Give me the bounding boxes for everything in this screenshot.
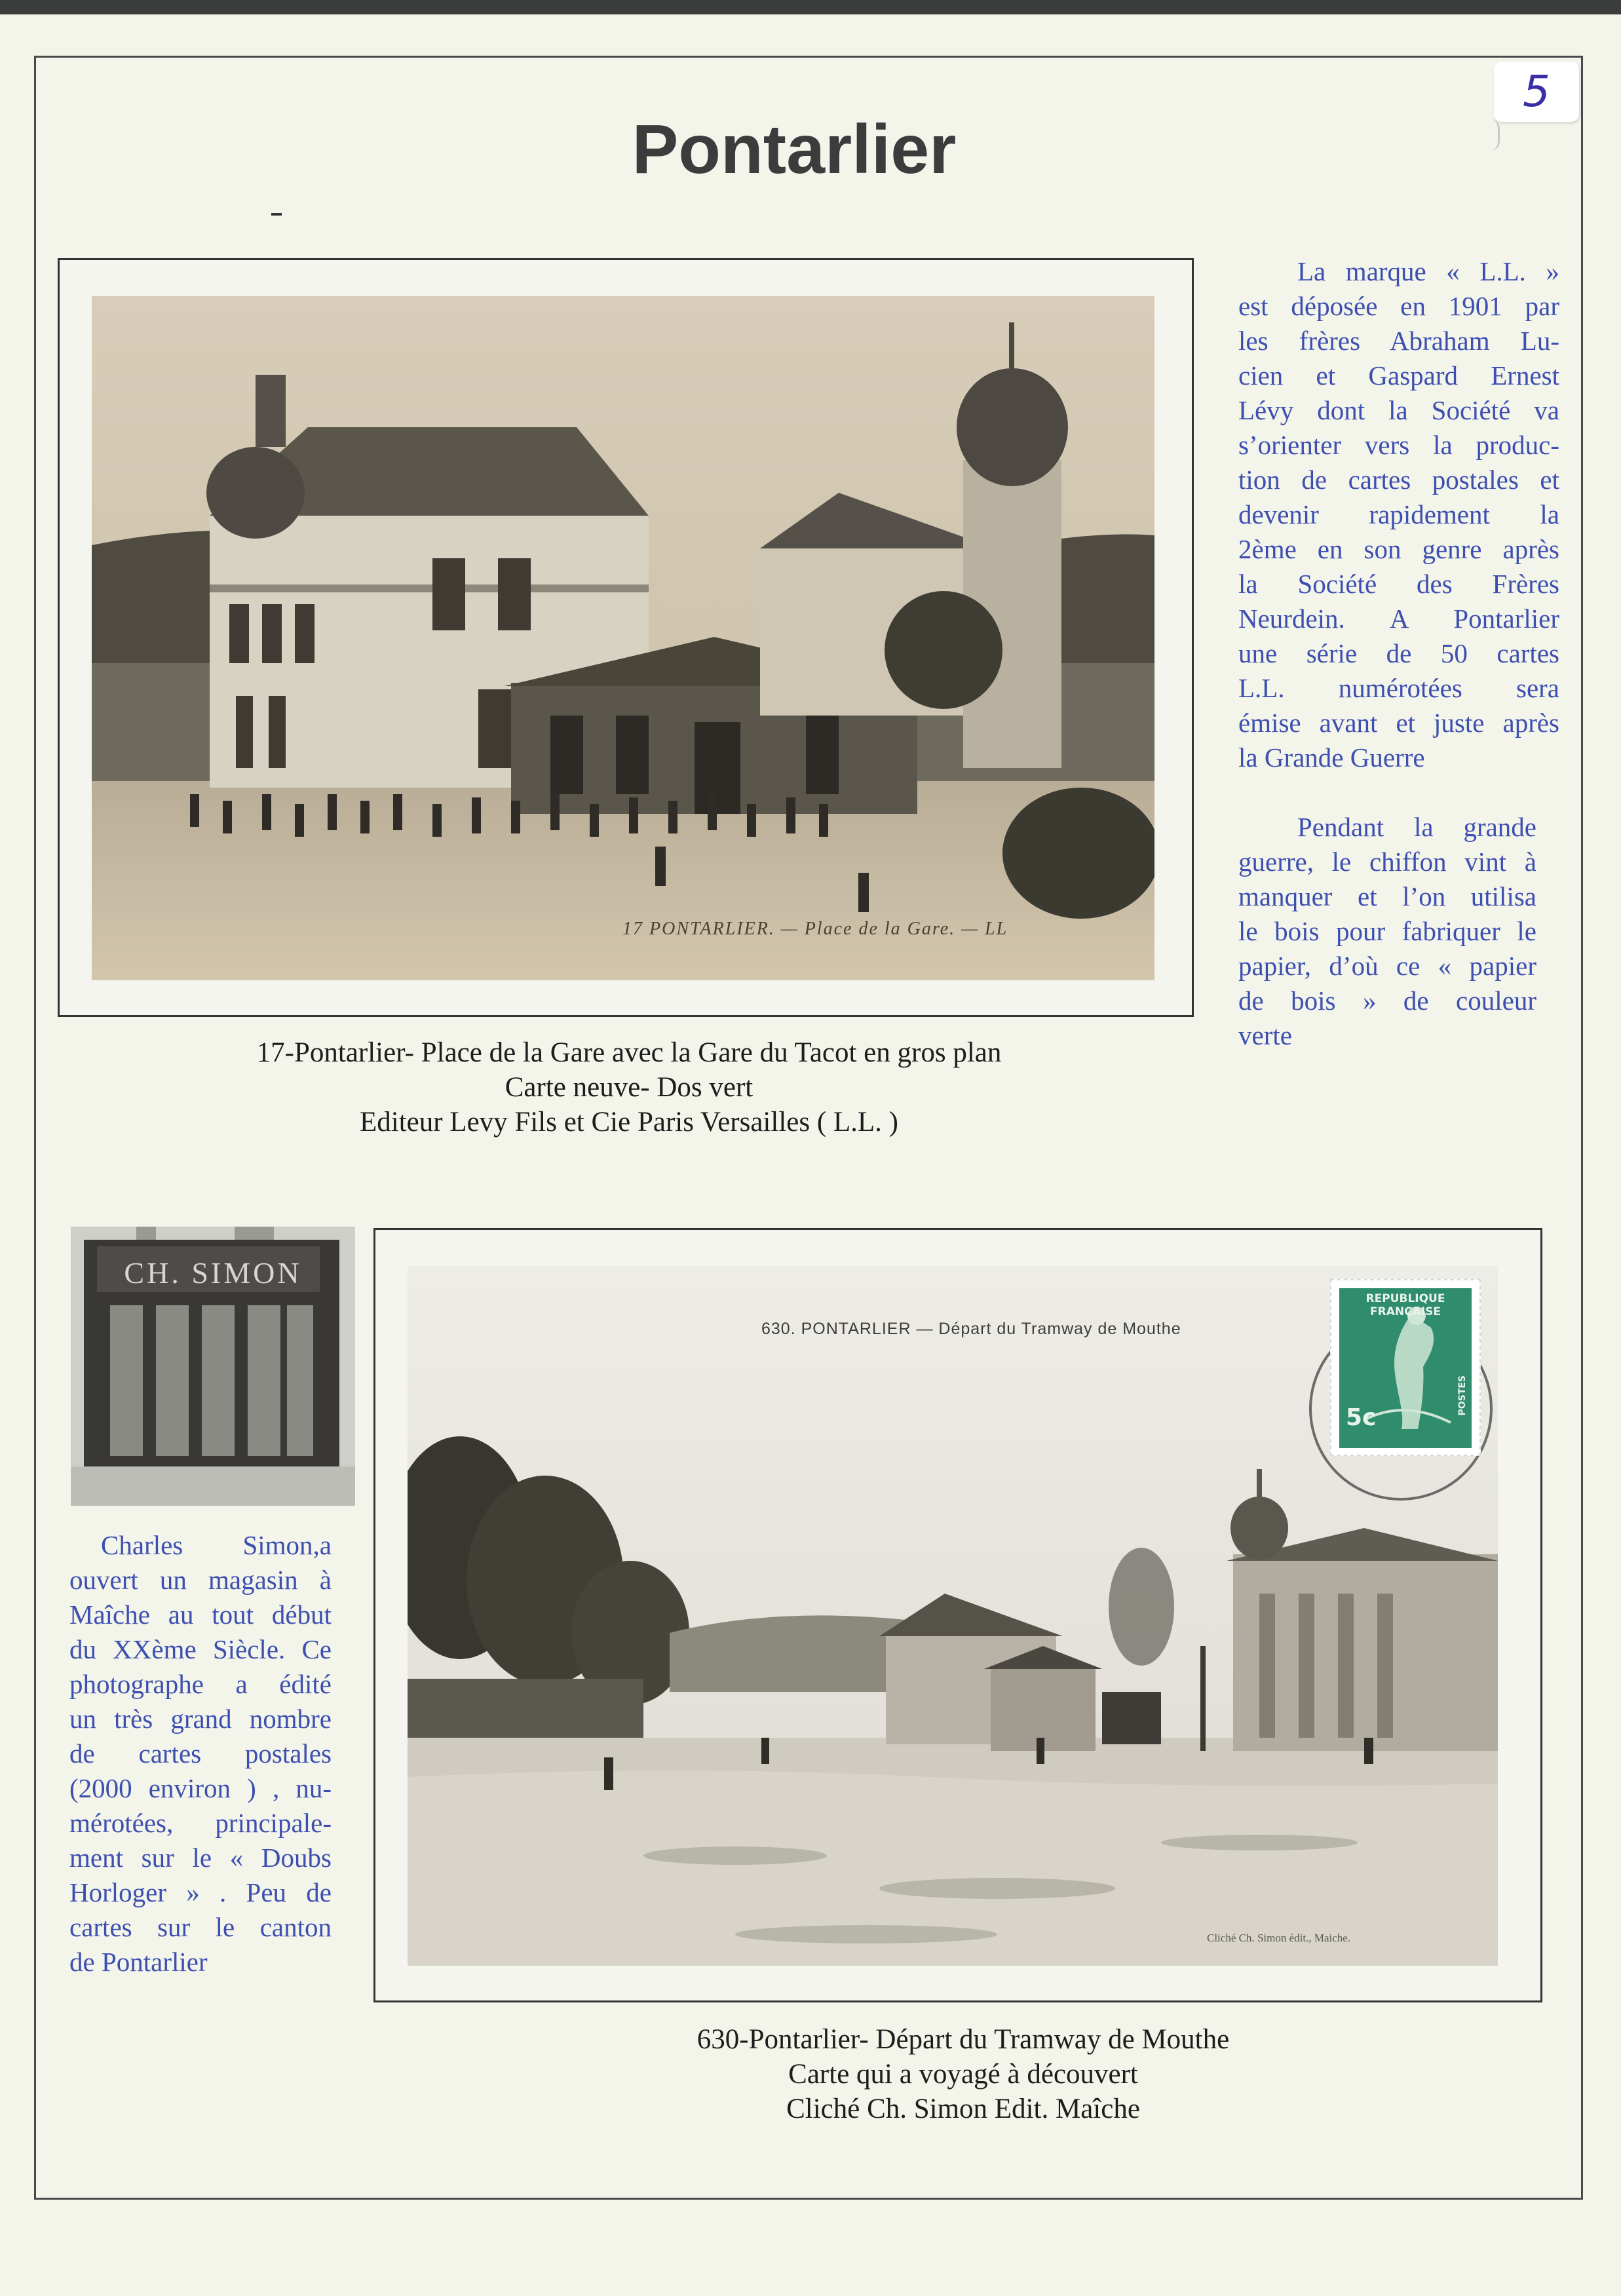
stamp-design [1339,1288,1472,1448]
note-line: est déposée en 1901 par [1238,291,1559,321]
note-line: la Grande Guerre [1238,742,1425,773]
note-line: de bois » de couleur [1238,985,1536,1016]
caption-line: Carte neuve- Dos vert [505,1072,753,1103]
stamp-postes: POSTES [1457,1375,1468,1415]
note-line: ouvert un magasin à [69,1565,332,1595]
note-line: Lévy dont la Société va [1238,395,1559,425]
note-line: Horloger » . Peu de [69,1877,332,1907]
note-line: verte [1238,1020,1292,1050]
note-ll-brand [1238,254,1559,775]
top-edge-bar [0,0,1621,14]
note-line: cien et Gaspard Ernest [1238,360,1559,391]
note-war-paper [1238,810,1536,1053]
note-line: s’orienter vers la produc- [1238,430,1559,460]
caption-line: 630-Pontarlier- Départ du Tramway de Mouthe [696,2024,1230,2055]
note-line: émise avant et juste après [1238,708,1559,738]
page-title: Pontarlier [632,111,957,188]
note-line: Maîche au tout début [69,1599,332,1630]
note-line: 2ème en son genre après [1238,534,1559,564]
note-line: devenir rapidement la [1238,499,1559,529]
stamp-country: REPUBLIQUE FRANÇAISE [1365,1292,1445,1318]
note-line: ment sur le « Doubs [69,1843,332,1873]
note-line: les frères Abraham Lu- [1238,326,1559,356]
postcard-2-printed-credit: Cliché Ch. Simon édit., Maiche. [1207,1932,1351,1944]
note-line: la Société des Frères [1238,569,1559,599]
page-number-label: 5 [1494,62,1579,122]
stamp-value: 5c [1346,1404,1377,1431]
postcard-1-photo [92,296,1154,980]
shop-sign: CH. SIMON [124,1256,302,1290]
postcard-2-caption [439,2022,1487,2126]
caption-line: Carte qui a voyagé à découvert [788,2059,1138,2090]
postage-stamp [1330,1279,1481,1456]
note-line: guerre, le chiffon vint à [1238,847,1536,877]
note-line: du XXème Siècle. Ce [69,1634,332,1664]
note-line: mérotées, principale- [69,1808,332,1838]
note-line: le bois pour fabriquer le [1238,916,1536,946]
note-line: Pendant la grande [1297,812,1536,842]
note-line: La marque « L.L. » [1297,256,1559,286]
caption-line: Editeur Levy Fils et Cie Paris Versailles ( L.L. ) [359,1107,899,1138]
simon-shop-photo [71,1227,355,1506]
note-line: photographe a édité [69,1669,332,1699]
postcard-2-printed-title: 630. PONTARLIER — Départ du Tramway de Mouthe [761,1320,1181,1338]
note-line: L.L. numérotées sera [1238,673,1559,703]
note-line: une série de 50 cartes [1238,638,1559,668]
postcard-1-image [92,296,1154,980]
note-line: cartes sur le canton [69,1912,332,1942]
note-line: (2000 environ ) , nu- [69,1773,332,1803]
decorative-dash [271,213,282,216]
note-line: un très grand nombre [69,1704,332,1734]
postcard-1-printed-caption: 17 PONTARLIER. — Place de la Gare. — LL [622,919,1008,939]
note-line: Charles Simon,a [101,1530,332,1560]
caption-line: 17-Pontarlier- Place de la Gare avec la Gare du Tacot en gros plan [256,1037,1002,1068]
caption-line: Cliché Ch. Simon Edit. Maîche [786,2094,1140,2124]
note-line: tion de cartes postales et [1238,465,1559,495]
note-line: de Pontarlier [69,1947,208,1977]
postcard-1-caption [105,1035,1153,1139]
note-line: de cartes postales [69,1738,332,1769]
note-line: manquer et l’on utilisa [1238,881,1536,911]
note-line: papier, d’où ce « papier [1238,951,1536,981]
note-line: Neurdein. A Pontarlier [1238,603,1559,634]
note-charles-simon [69,1528,332,1980]
